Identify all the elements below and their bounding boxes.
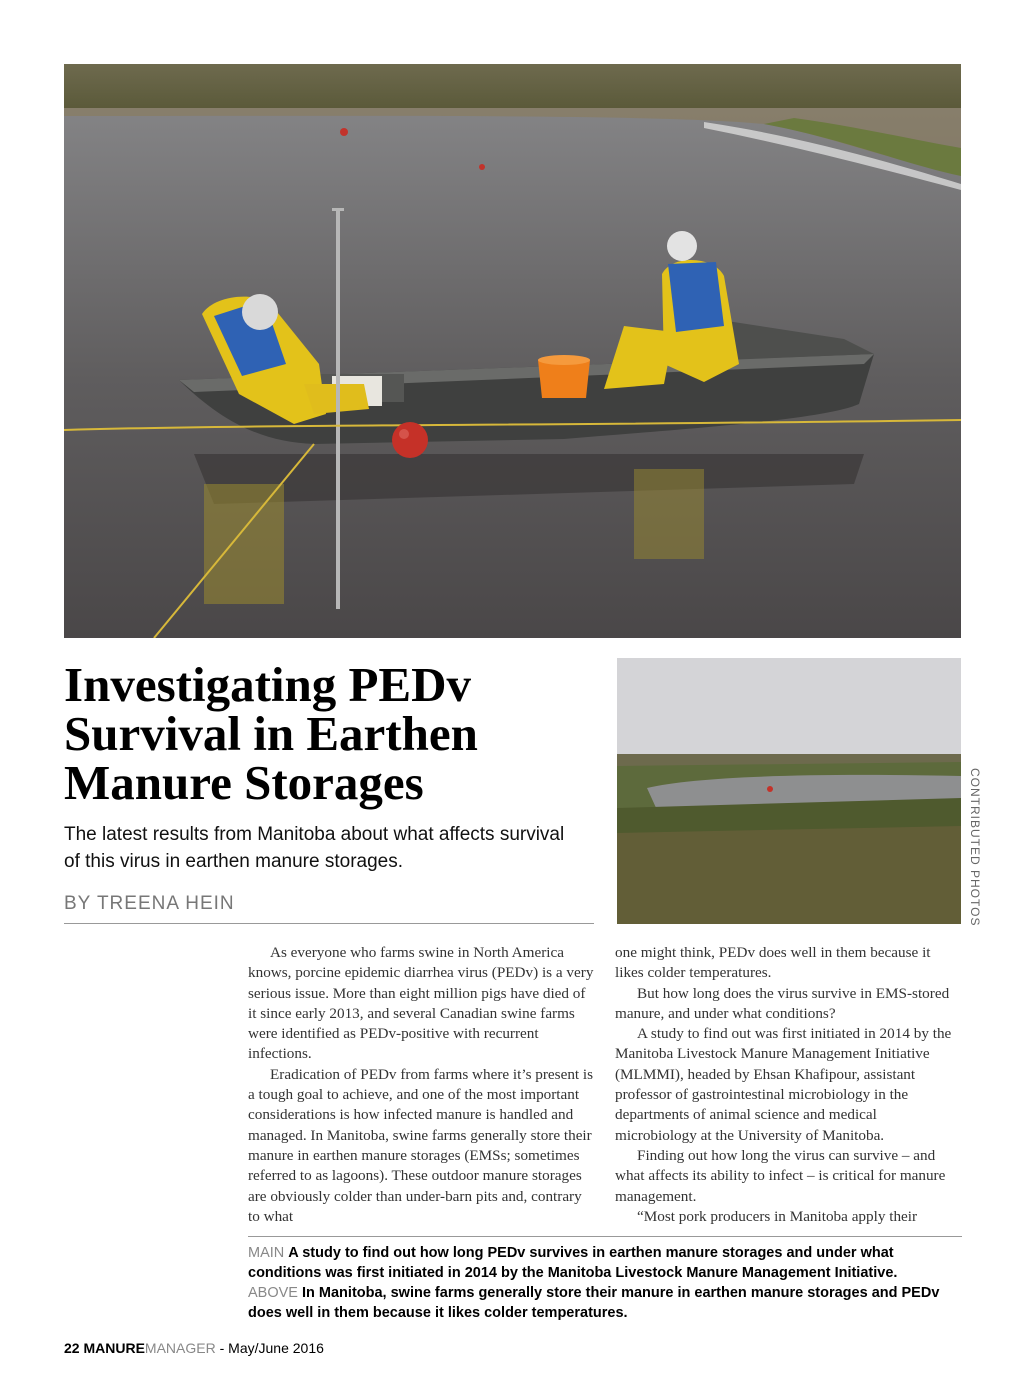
article-deck: The latest results from Manitoba about what affects survival of this virus in earthen manure storages. (64, 824, 565, 872)
photo-captions (248, 1236, 962, 1323)
caption-text: In Manitoba, swine farms generally store their manure in earthen manure storages and PEDv does well in them because it likes colder temperatures. (248, 1285, 940, 1321)
body-paragraph: Finding out how long the virus can survive – and what affects its ability to infect – is critical for manure management. (615, 1146, 946, 1205)
publication-name-bold: MANURE (83, 1340, 145, 1356)
body-column-2 (615, 943, 961, 1227)
issue-date: - May/June 2016 (219, 1340, 324, 1356)
page-number: 22 (64, 1340, 80, 1356)
caption-main (248, 1243, 962, 1283)
body-paragraph: As everyone who farms swine in North America knows, porcine epidemic diarrhea virus (PEDv) is a very serious issue. More than eight million pigs have died of it since early 2013, and several Canadian swine farms were identified as PEDv-positive with recurrent infections. (248, 944, 594, 1063)
body-paragraph: But how long does the virus survive in EMS-stored manure, and under what conditions? (615, 984, 950, 1022)
body-paragraph-continued: one might think, PEDv does well in them because it likes colder temperatures. (615, 944, 931, 982)
photo-credit: CONTRIBUTED PHOTOS (968, 768, 982, 927)
main-photo-image (64, 64, 961, 638)
caption-label: ABOVE (248, 1285, 298, 1301)
main-photo (64, 64, 961, 638)
article-headline: Investigating PEDv Survival in Earthen Manure Storages (64, 657, 478, 810)
caption-label: MAIN (248, 1245, 285, 1261)
body-paragraph: Eradication of PEDv from farms where it’s present is a tough goal to achieve, and one of the most important considerations is how infected manure is handled and managed. In Manitoba, swine farms generally store their manure in earthen manure storages (EMSs; sometimes referred to as lagoons). These outdoor manure storages are obviously colder than under-barn pits and, contrary to what (248, 1065, 594, 1225)
body-paragraph: A study to find out was first initiated in 2014 by the Manitoba Livestock Manure Management Initiative (MLMMI), headed by Ehsan Khafipour, assistant professor of gastrointestinal microbiology in the departments of animal science and medical microbiology at the University of Manitoba. (615, 1025, 952, 1144)
page-footer (64, 1340, 324, 1356)
caption-above (248, 1283, 962, 1323)
side-photo-image (617, 658, 961, 924)
caption-text: A study to find out how long PEDv survives in earthen manure storages and under what conditions was first initiated in 2014 by the Manitoba Livestock Manure Management Initiative. (248, 1245, 898, 1281)
side-photo (617, 658, 961, 924)
body-paragraph: “Most pork producers in Manitoba apply their (637, 1207, 918, 1225)
body-column-1 (248, 943, 596, 1227)
byline: BY TREENA HEIN (64, 893, 594, 924)
publication-name-light: MANAGER (144, 1340, 216, 1356)
